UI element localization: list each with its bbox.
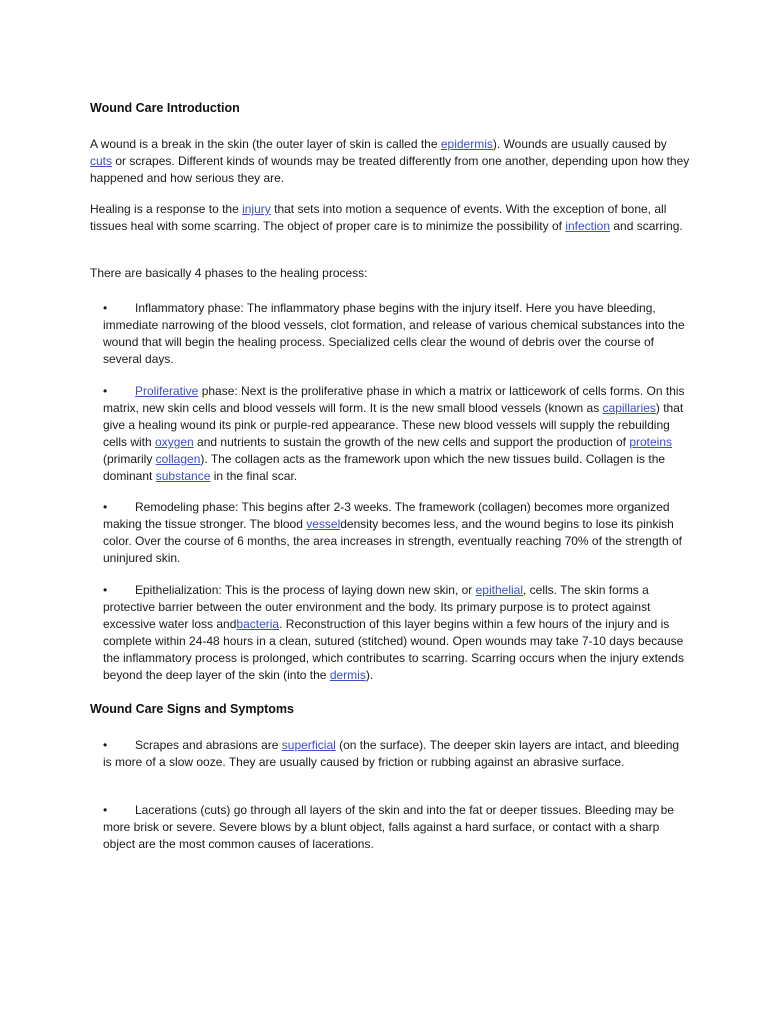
bullet-icon: • bbox=[103, 738, 108, 752]
link-proliferative[interactable]: Proliferative bbox=[135, 384, 199, 398]
bullet-icon: • bbox=[103, 500, 108, 514]
paragraph-healing-response bbox=[90, 201, 690, 235]
text-span: Lacerations (cuts) go through all layers of the skin and into the fat or deeper tissues. Bleeding may be more brisk or severe. Severe blows by a blunt object, falls against a hard surface, or contact with a sharp object are the most common causes of lacerations. bbox=[103, 803, 674, 851]
text-span: , cells. The skin forms a protective barrier between the outer environment and the body. Its primary purpose is to protect against excessive water loss and bbox=[103, 583, 651, 631]
bullet-scrapes-abrasions bbox=[103, 737, 688, 771]
bullet-icon: • bbox=[103, 803, 108, 817]
heading-wound-care-introduction: Wound Care Introduction bbox=[90, 101, 240, 115]
link-vessel[interactable]: vessel bbox=[306, 517, 341, 531]
text-span: ). The collagen acts as the framework upon which the new tissues build. Collagen is the dominant bbox=[103, 452, 666, 483]
link-superficial[interactable]: superficial bbox=[281, 738, 336, 752]
text-span: and nutrients to sustain the growth of the new cells and support the production of bbox=[193, 435, 630, 449]
text-span: in the final scar. bbox=[210, 469, 298, 483]
link-substance[interactable]: substance bbox=[155, 469, 211, 483]
text-span: ). bbox=[365, 668, 374, 682]
link-oxygen[interactable]: oxygen bbox=[155, 435, 194, 449]
bullet-icon: • bbox=[103, 384, 108, 398]
bullet-icon: • bbox=[103, 301, 108, 315]
link-cuts[interactable]: cuts bbox=[90, 154, 113, 168]
paragraph-phases-intro: There are basically 4 phases to the healing process: bbox=[90, 266, 368, 280]
text-span: and scarring. bbox=[610, 219, 683, 233]
text-span: Scrapes and abrasions are bbox=[135, 738, 282, 752]
text-span: that sets into motion a sequence of events. With the exception of bone, all tissues heal with some scarring. The object of proper care is to minimize the possibility of bbox=[90, 202, 667, 233]
text-span: phase: Next is the proliferative phase in which a matrix or latticework of cells forms. On this matrix, new skin cells and blood vessels will form. It is the new small blood vessels (known as bbox=[103, 384, 685, 415]
text-span: (primarily bbox=[103, 452, 156, 466]
text-span: Inflammatory phase: The inflammatory phase begins with the injury itself. Here you have bleeding, immediate narrowing of the blood vessels, clot formation, and release of various chemical substances into the wound that will begin the healing process. Specialized cells clear the wound of debris over the course of several days. bbox=[103, 301, 685, 366]
link-injury[interactable]: injury bbox=[242, 202, 271, 216]
bullet-remodeling-phase bbox=[103, 499, 688, 567]
bullet-proliferative-phase bbox=[103, 383, 688, 485]
text-span: Remodeling phase: This begins after 2-3 weeks. The framework (collagen) becomes more organized making the tissue stronger. The blood bbox=[103, 500, 670, 531]
link-dermis[interactable]: dermis bbox=[329, 668, 366, 682]
bullet-inflammatory-phase bbox=[103, 300, 688, 368]
heading-signs-and-symptoms: Wound Care Signs and Symptoms bbox=[90, 702, 294, 716]
text-span: ) that give a healing wound its pink or purple-red appearance. These new blood vessels will supply the rebuilding cells with bbox=[103, 401, 684, 449]
link-bacteria[interactable]: bacteria bbox=[236, 617, 280, 631]
link-proteins[interactable]: proteins bbox=[629, 435, 673, 449]
text-span: density becomes less, and the wound begins to lose its pinkish color. Over the course of 6 months, the area increases in strength, eventually reaching 70% of the strength of uninjured skin. bbox=[103, 517, 682, 565]
text-span: or scrapes. Different kinds of wounds may be treated differently from one another, depending upon how they happened and how serious they are. bbox=[90, 154, 690, 185]
link-epidermis[interactable]: epidermis bbox=[440, 137, 493, 151]
bullet-icon: • bbox=[103, 583, 108, 597]
text-span: . Reconstruction of this layer begins within a few hours of the injury and is complete within 24-48 hours in a clean, sutured (stitched) wound. Open wounds may take 7-10 days because the inflammatory process is prolonged, which contributes to scarring. Scarring occurs when the injury extends beyond the deep layer of the skin (into the bbox=[103, 617, 684, 682]
text-span: ). Wounds are usually caused by bbox=[492, 137, 667, 151]
text-span: A wound is a break in the skin (the outer layer of skin is called the bbox=[90, 137, 441, 151]
link-collagen[interactable]: collagen bbox=[155, 452, 201, 466]
text-span: (on the surface). The deeper skin layers are intact, and bleeding is more of a slow ooze. They are usually caused by friction or rubbing against an abrasive surface. bbox=[103, 738, 680, 769]
paragraph-wound-definition bbox=[90, 136, 690, 187]
bullet-epithelialization bbox=[103, 582, 688, 684]
link-capillaries[interactable]: capillaries bbox=[602, 401, 656, 415]
link-epithelial[interactable]: epithelial bbox=[475, 583, 523, 597]
link-infection[interactable]: infection bbox=[565, 219, 611, 233]
bullet-lacerations bbox=[103, 802, 688, 853]
text-span: Healing is a response to the bbox=[90, 202, 243, 216]
text-span: Epithelialization: This is the process of laying down new skin, or bbox=[135, 583, 476, 597]
